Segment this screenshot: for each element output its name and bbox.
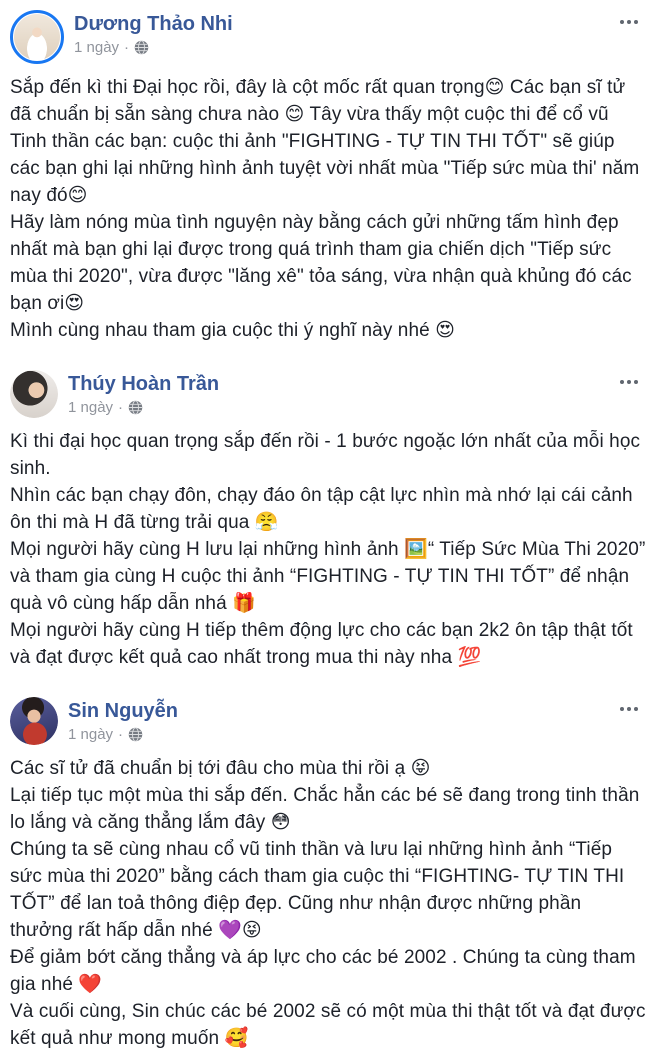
post-head-text (68, 697, 178, 743)
meta-separator: · (118, 726, 124, 743)
more-options-button[interactable] (618, 374, 640, 390)
post-paragraph: Để giảm bớt căng thẳng và áp lực cho các bé 2002 . Chúng ta cùng tham gia nhé ❤️ (10, 947, 636, 995)
post-paragraph: Lại tiếp tục một mùa thi sắp đến. Chắc hẳn các bé sẽ đang trong tinh thần lo lắng và căng thẳng lắm đây 😳 (10, 785, 640, 833)
meta-separator: · (118, 399, 124, 416)
more-options-button[interactable] (618, 14, 640, 30)
post-paragraph: Mình cùng nhau tham gia cuộc thi ý nghĩ này nhé 😍 (10, 320, 456, 341)
post-paragraph: Nhìn các bạn chạy đôn, chạy đáo ôn tập cật lực nhìn mà nhớ lại cái cảnh ôn thi mà H đã từng trải qua 😤 (10, 485, 633, 533)
profile-picture (14, 14, 60, 60)
post-paragraph: Mọi người hãy cùng H tiếp thêm động lực cho các bạn 2k2 ôn tập thật tốt và đạt được kết quả cao nhất trong mua thi này nha 💯 (10, 620, 633, 668)
post-paragraph: Hãy làm nóng mùa tình nguyện này bằng cách gửi những tấm hình đẹp nhất mà bạn ghi lại được trong quá trình tham gia chiến dịch "Tiếp sức mùa thi 2020", vừa được "lăng xê" tỏa sáng, vừa nhận quà khủng đó các bạn ơi😍 (10, 212, 632, 314)
post-2-body (8, 428, 652, 671)
post-head-text (68, 370, 219, 416)
post-paragraph: Sắp đến kì thi Đại học rồi, đây là cột mốc rất quan trọng😊 Các bạn sĩ tử đã chuẩn bị sẵn sàng chưa nào 😊 Tây vừa thấy một cuộc thi để cổ vũ Tinh thần các bạn: cuộc thi ảnh "FIGHTING - TỰ TIN THI TỐT" sẽ giúp các bạn ghi lại những hình ảnh tuyệt vời nhất mùa "Tiếp sức mùa thi' năm nay đó😊 (10, 77, 640, 206)
profile-picture (10, 370, 58, 418)
post-paragraph: Chúng ta sẽ cùng nhau cổ vũ tinh thần và lưu lại những hình ảnh “Tiếp sức mùa thi 2020” bằng cách tham gia cuộc thi “FIGHTING- TỰ TIN THI TỐT” để lan toả thông điệp đẹp. Cũng như nhận được những phần thưởng rất hấp dẫn nhé 💜😝 (10, 839, 625, 941)
post-1-header (8, 10, 652, 64)
author-name[interactable]: Thúy Hoàn Trần (68, 373, 220, 395)
timestamp[interactable]: 1 ngày (68, 399, 114, 416)
avatar[interactable] (10, 370, 58, 418)
more-options-button[interactable] (618, 701, 640, 717)
globe-icon (134, 40, 149, 55)
post-2-header (8, 370, 652, 418)
post-1 (0, 0, 660, 352)
avatar[interactable] (10, 697, 58, 745)
post-meta (74, 39, 233, 56)
meta-separator: · (124, 39, 130, 56)
profile-picture (10, 697, 58, 745)
post-paragraph: Mọi người hãy cùng H lưu lại những hình ảnh 🖼️“ Tiếp Sức Mùa Thi 2020” và tham gia cùng H cuộc thi ảnh “FIGHTING - TỰ TIN THI TỐT” để nhận quà vô cùng hấp dẫn nhá 🎁 (10, 539, 646, 614)
globe-icon (128, 400, 143, 415)
post-paragraph: Các sĩ tử đã chuẩn bị tới đâu cho mùa thi rồi ạ 😝 (10, 758, 431, 779)
post-head-text (74, 10, 233, 56)
author-name[interactable]: Sin Nguyễn (68, 700, 179, 722)
post-2 (0, 360, 660, 679)
avatar[interactable] (10, 10, 64, 64)
post-paragraph: Kì thi đại học quan trọng sắp đến rồi - 1 bước ngoặc lớn nhất của mỗi học sinh. (10, 431, 641, 479)
globe-icon (128, 727, 143, 742)
post-3-body (8, 755, 652, 1052)
author-name[interactable]: Dương Thảo Nhi (74, 13, 233, 35)
post-3-header (8, 697, 652, 745)
post-3 (0, 687, 660, 1060)
timestamp[interactable]: 1 ngày (68, 726, 114, 743)
post-meta (68, 726, 178, 743)
timestamp[interactable]: 1 ngày (74, 39, 120, 56)
post-paragraph: Và cuối cùng, Sin chúc các bé 2002 sẽ có một mùa thi thật tốt và đạt được kết quả như mong muốn 🥰 (10, 1001, 646, 1049)
post-meta (68, 399, 219, 416)
post-1-body (8, 74, 652, 344)
